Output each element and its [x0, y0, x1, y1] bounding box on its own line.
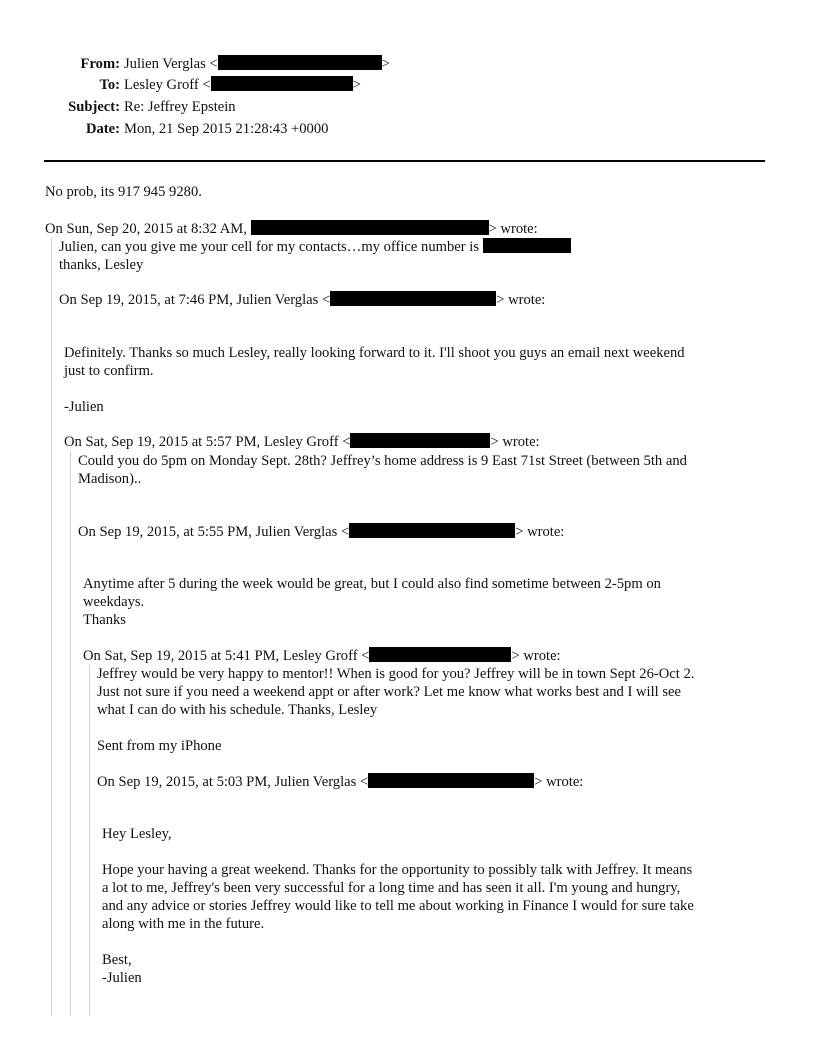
from-name: Julien Verglas <: [124, 56, 218, 72]
redaction-box: [349, 523, 515, 538]
redaction-box: [211, 76, 353, 91]
quote2-line: Definitely. Thanks so much Lesley, really looking forward to it. I'll shoot you guys an email next weekend: [64, 345, 685, 361]
to-name: Lesley Groff <: [124, 77, 211, 93]
redaction-box: [368, 773, 534, 788]
quote4-line: weekdays.: [83, 594, 145, 610]
quote3-attribution: On Sat, Sep 19, 2015 at 5:57 PM, Lesley Groff < > wrote:: [64, 434, 540, 450]
quote2-line: just to confirm.: [64, 363, 154, 379]
redaction-box: [350, 433, 490, 448]
quote-bar-3: [89, 665, 90, 1016]
quote6-closing: Best,: [102, 952, 132, 968]
quote-bar-2: [70, 451, 71, 1016]
quote4-line: Thanks: [83, 612, 126, 628]
quote3-line: Could you do 5pm on Monday Sept. 28th? Jeffrey’s home address is 9 East 71st Street (between 5th and: [78, 453, 687, 469]
subject-label: Subject:: [68, 99, 120, 115]
quote6-signature: -Julien: [102, 970, 142, 986]
quote4-attribution: On Sep 19, 2015, at 5:55 PM, Julien Verglas < > wrote:: [78, 524, 565, 540]
quote6-greeting: Hey Lesley,: [102, 826, 172, 842]
subject-value: Re: Jeffrey Epstein: [124, 99, 236, 115]
quote5-line: Jeffrey would be very happy to mentor!! When is good for you? Jeffrey will be in town Sept 26-Oct 2.: [97, 666, 695, 682]
reply-text: No prob, its 917 945 9280.: [45, 184, 202, 200]
redaction-box: [369, 647, 511, 662]
quote1-line: thanks, Lesley: [59, 257, 144, 273]
header-divider: [44, 160, 765, 162]
quote4-line: Anytime after 5 during the week would be great, but I could also find sometime between 2-5pm on: [83, 576, 661, 592]
quote6-line: Hope your having a great weekend. Thanks for the opportunity to possibly talk with Jeffrey. It means: [102, 862, 693, 878]
quote5-sent-from: Sent from my iPhone: [97, 738, 222, 754]
to-label: To:: [99, 77, 120, 93]
redaction-box: [483, 238, 571, 253]
quote5-attribution: On Sat, Sep 19, 2015 at 5:41 PM, Lesley Groff < > wrote:: [83, 648, 561, 664]
quote6-line: along with me in the future.: [102, 916, 265, 932]
from-value: Julien Verglas < >: [124, 56, 390, 72]
quote5-line: what I can do with his schedule. Thanks, Lesley: [97, 702, 378, 718]
quote2-signature: -Julien: [64, 399, 104, 415]
quote5-line: Just not sure if you need a weekend appt or after work? Let me know what works best and I will see: [97, 684, 681, 700]
quote3-line: Madison)..: [78, 471, 142, 487]
redaction-box: [218, 55, 382, 70]
quote6-attribution: On Sep 19, 2015, at 5:03 PM, Julien Verglas < > wrote:: [97, 774, 584, 790]
quote-bar-1: [51, 238, 52, 1016]
quote1-line: Julien, can you give me your cell for my contacts…my office number is: [59, 238, 571, 256]
redaction-box: [251, 220, 489, 235]
quote6-line: and any advice or stories Jeffrey would like to tell me about working in Finance I would for sure take: [102, 898, 694, 914]
date-label: Date:: [85, 121, 120, 137]
date-value: Mon, 21 Sep 2015 21:28:43 +0000: [124, 121, 329, 137]
redaction-box: [330, 291, 496, 306]
to-value: Lesley Groff < >: [124, 77, 361, 93]
quote1-attribution: On Sun, Sep 20, 2015 at 8:32 AM, > wrote:: [45, 221, 538, 237]
quote6-line: a lot to me, Jeffrey's been very successful for a long time and has seen it all. I'm young and hungry,: [102, 880, 681, 896]
from-label: From:: [80, 56, 120, 72]
quote2-attribution: On Sep 19, 2015, at 7:46 PM, Julien Verglas < > wrote:: [59, 292, 546, 308]
